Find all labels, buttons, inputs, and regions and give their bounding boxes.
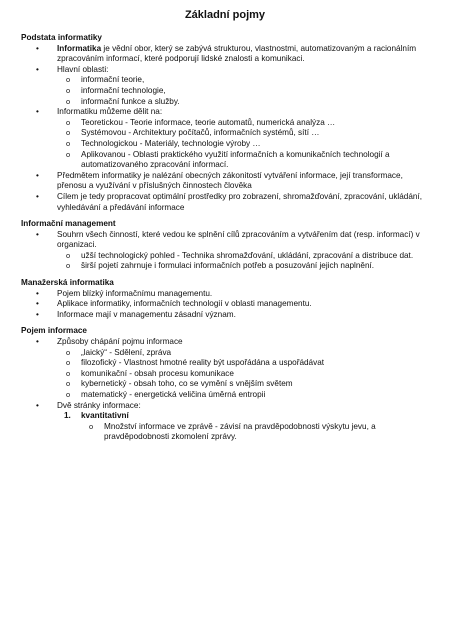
list-item: • Předmětem informatiky je nalézání obecných zákonitostí vytváření informace, její transformace, přenosu a využívání v příslušných činnostech člověka (21, 171, 433, 192)
sub-list-item: o „laický“ - Sdělení, zpráva (21, 348, 433, 359)
list-item: • Pojem blízký informačnímu managementu. (21, 289, 433, 300)
numbered-item (21, 411, 433, 422)
sub-list-item: o Technologickou - Materiály, technologie výroby … (21, 139, 433, 150)
list-item: • Informatiku můžeme dělit na: (21, 107, 433, 118)
section-list-podstata (21, 44, 433, 214)
sub-list-item: o Systémovou - Architektury počítačů, informačních systémů, sítí … (21, 128, 433, 139)
list-item: • Hlavní oblasti: (21, 65, 433, 76)
list-item: • Dvě stránky informace: (21, 401, 433, 412)
sub-list-item: o informační funkce a služby. (21, 97, 433, 108)
sub-list-item: o informační technologie, (21, 86, 433, 97)
sub-list-item: o filozofický - Vlastnost hmotné reality být uspořádána a uspořádávat (21, 358, 433, 369)
list-item: • Aplikace informatiky, informačních technologií v oblasti managementu. (21, 299, 433, 310)
sub-list-item: o širší pojetí zahrnuje i formulaci informačních potřeb a posuzování jejich naplnění. (21, 261, 433, 272)
sub-list-item: o informační teorie, (21, 75, 433, 86)
list-item: • Způsoby chápání pojmu informace (21, 337, 433, 348)
sub-list-item: o Množství informace ve zprávě - závisí na pravděpodobnosti výskytu jevu, a pravděpodobnosti zkomolení zprávy. (21, 422, 433, 443)
sub-list-item: o užší technologický pohled - Technika shromažďování, ukládání, zpracování a distribuce dat. (21, 251, 433, 262)
list-item: • Souhrn všech činností, které vedou ke splnění cílů zpracováním a vytvářením dat (resp. informací) v organizaci. (21, 230, 433, 251)
sub-list-item: o matematický - energetická veličina úměrná entropii (21, 390, 433, 401)
document-body (21, 33, 433, 443)
section-heading-podstata: Podstata informatiky (21, 33, 102, 42)
list-item: • Informace mají v managementu zásadní význam. (21, 310, 433, 321)
section-heading-manazerska-informatika: Manažerská informatika (21, 278, 114, 288)
sub-list-item: o komunikační - obsah procesu komunikace (21, 369, 433, 380)
section-heading-informacni-management: Informační management (21, 219, 116, 229)
page-title: Základní pojmy (184, 9, 266, 21)
section-list-manazerska-informatika (21, 289, 433, 321)
section-heading-pojem-informace: Pojem informace (21, 326, 87, 336)
list-item (21, 44, 433, 65)
sub-list-item: o kybernetický - obsah toho, co se vymění s vnějším světem (21, 379, 433, 390)
list-item-text: je vědní obor, který se zabývá strukturou, vlastnostmi, automatizovaným a racionálním zpracováním informací, které podporují lidské znalosti a komunikaci. (57, 43, 417, 64)
list-number: 1. (64, 411, 71, 421)
numbered-item-label: kvantitativní (81, 411, 129, 421)
list-item: • Cílem je tedy propracovat optimální prostředky pro zobrazení, shromažďování, zpracování, ukládání, vyhledávání a předávání informace (21, 192, 433, 213)
term-bold: Informatika (57, 43, 102, 53)
sub-list-item: o Teoretickou - Teorie informace, teorie automatů, numerická analýza … (21, 118, 433, 129)
sub-list-item: o Aplikovanou - Oblasti praktického využití informačních a komunikačních technologií a automatizovaného zpracování informací. (21, 150, 433, 171)
section-list-pojem-informace (21, 337, 433, 443)
section-list-informacni-management (21, 230, 433, 272)
